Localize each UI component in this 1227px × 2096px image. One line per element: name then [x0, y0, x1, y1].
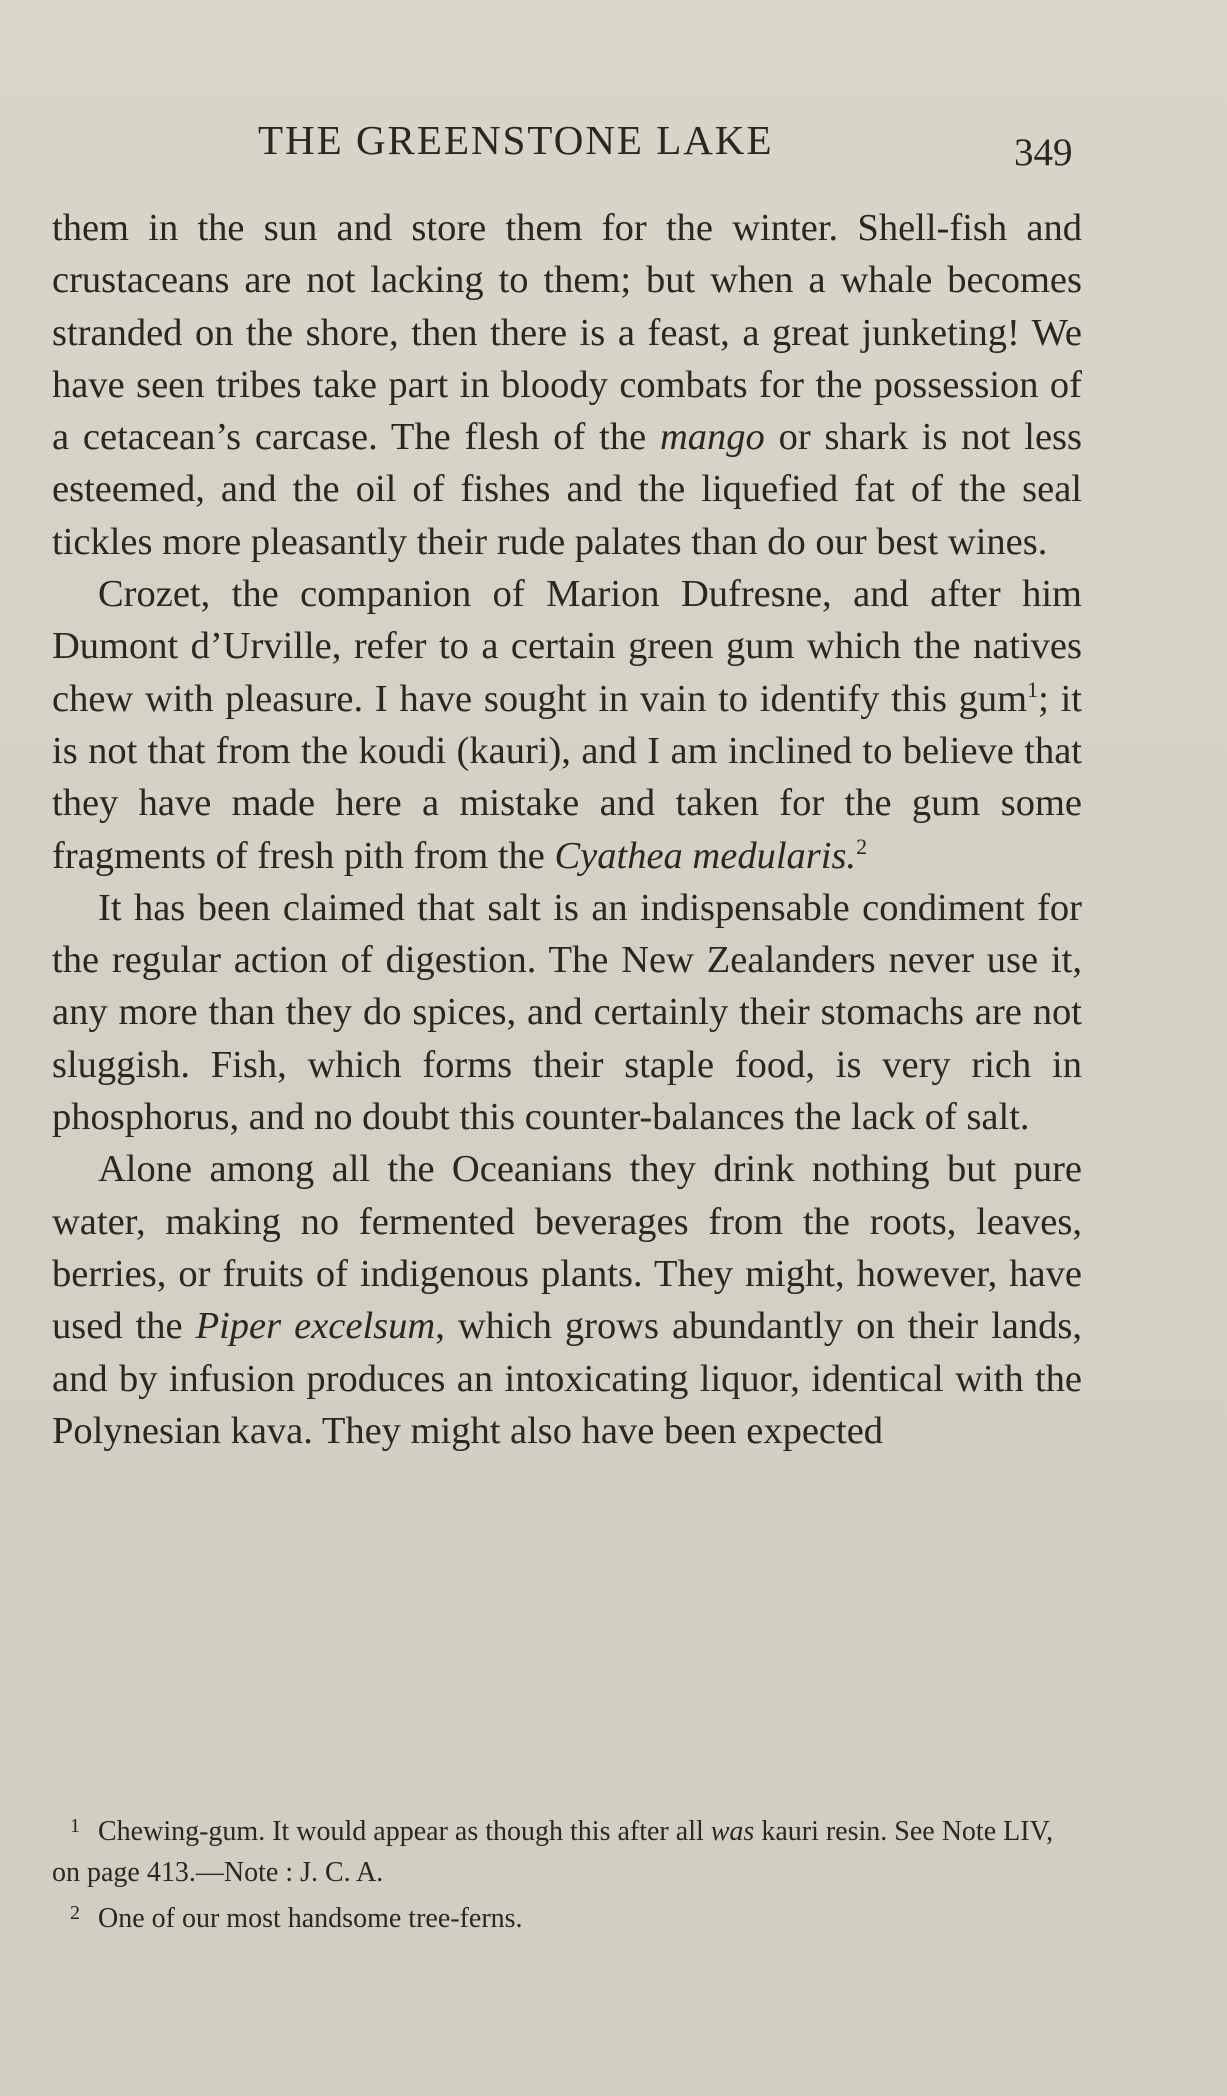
footnote-mark: 1: [70, 1815, 80, 1837]
body-text: [52, 202, 1082, 1457]
paragraph-2: Crozet, the companion of Marion Dufresne, and after him Dumont d’Urville, refer to a certain green gum which the natives chew with pleasure. I have sought in vain to identify this gum$^1$; it is not that from the koudi (kauri), and I am inclined to believe that they have made here a mistake and taken for the gum some fragments of fresh pith from the Cyathea medularis.$^2$: [52, 573, 1082, 877]
running-title: THE GREENSTONE LAKE: [258, 117, 774, 163]
italic-piper: Piper excelsum: [195, 1305, 436, 1348]
footnote-ref-1[interactable]: 1: [1027, 676, 1039, 702]
paragraph-4: Alone among all the Oceanians they drink nothing but pure water, making no fermented beverages from the roots, leaves, berries, or fruits of indigenous plants. They might, however, have used the Piper excelsum, which grows abundantly on their lands, and by infusion produces an intoxicating liquor, identical with the Polynesian kava. They might also have been expected: [52, 1148, 1083, 1452]
footnote-1: 1 Chewing-gum. It would appear as though this after all was kauri resin. See Note LIV, on page 413.—Note : J. C. A.: [52, 1806, 1082, 1893]
footnotes: [52, 1806, 1082, 1939]
footnote-mark: 2: [70, 1902, 80, 1924]
paragraph-3: It has been claimed that salt is an indispensable condiment for the regular action of digestion. The New Zealanders never use it, any more than they do spices, and certainly their stomachs are not sluggish. Fish, which forms their staple food, is very rich in phosphorus, and no doubt this counter-balances the lack of salt.: [52, 886, 1082, 1139]
page-number: 349: [1014, 131, 1073, 174]
paragraph-1: them in the sun and store them for the winter. Shell-fish and crustaceans are not lacking to them; but when a whale becomes stranded on the shore, then there is a feast, a great junketing! We have seen tribes take part in bloody combats for the possession of a cetacean’s carcase. The flesh of the mango or shark is not less esteemed, and the oil of fishes and the liquefied fat of the seal tickles more pleasantly their rude palates than do our best wines.: [52, 207, 1082, 563]
italic-was: was: [710, 1816, 755, 1847]
italic-mango: mango: [659, 416, 765, 459]
italic-cyathea: Cyathea medularis.: [554, 834, 857, 877]
footnote-2: 2 One of our most handsome tree-ferns.: [52, 1893, 1082, 1939]
footnote-ref-2[interactable]: 2: [856, 833, 868, 859]
page-header: [0, 116, 1227, 176]
